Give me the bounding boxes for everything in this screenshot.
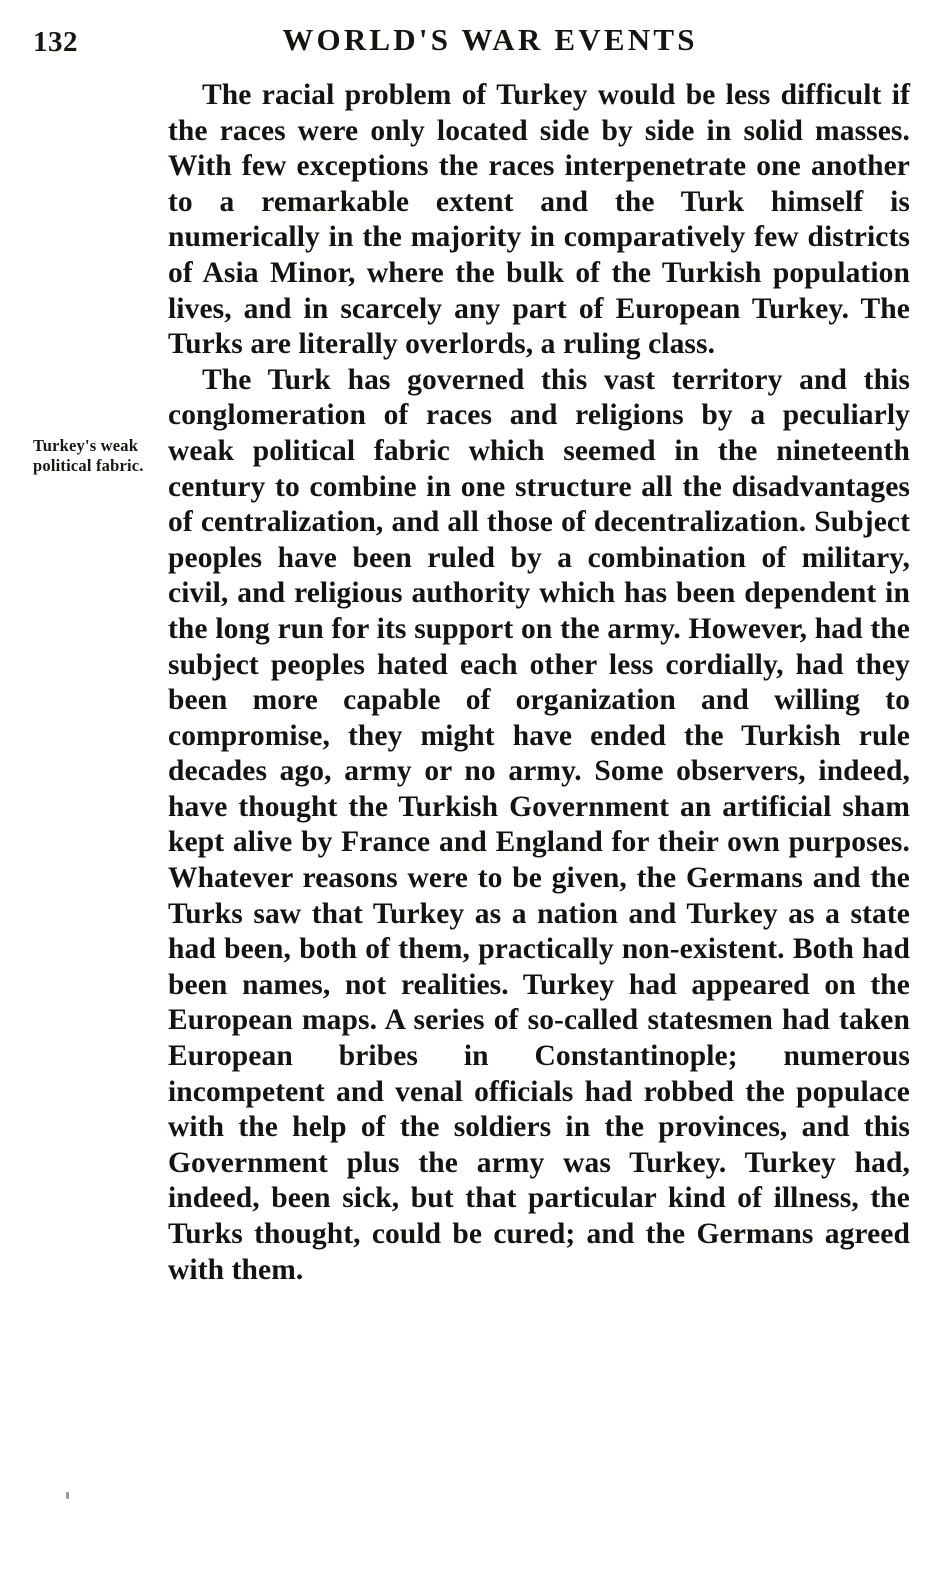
paragraph-racial-problem xyxy=(168,78,910,363)
paragraph-turk-has-governed xyxy=(168,363,910,1288)
body-text-column xyxy=(168,78,910,1288)
page-speck xyxy=(66,1492,69,1499)
paragraph-text: The racial problem of Turkey would be less difficult if the races were only located side by side in solid masses. With few exceptions the races interpenetrate one another to a remarkable extent and the Turk himself is numerically in the majority in comparatively few districts of Asia Minor, where the bulk of the Turkish population lives, and in scarcely any part of European Turkey. The Turks are literally overlords, a ruling class. xyxy=(168,79,910,361)
paragraph-text: The Turk has governed this vast territory and this conglomeration of races and religions by a peculiarly weak political fabric which seemed in the nineteenth century to combine in one structure all the disadvantages of centralization, and all those of decentralization. Subject peoples have been ruled by a combination of military, civil, and religious authority which has been dependent in the long run for its support on the army. However, had the subject peoples hated each other less cordially, had they been more capable of organization and willing to compromise, they might have ended the Turkish rule decades ago, army or no army. Some observers, indeed, have thought the Turkish Government an artificial sham kept alive by France and England for their own purposes. Whatever reasons were to be given, the Germans and the Turks saw that Turkey as a nation and Turkey as a state had been, both of them, practically non-existent. Both had been names, not realities. Turkey had appeared on the European maps. A series of so-called statesmen had taken European bribes in Constantinople; numerous incompetent and venal officials had robbed the populace with the help of the soldiers in the provinces, and this Government plus the army was Turkey. Turkey had, indeed, been sick, but that particular kind of illness, the Turks thought, could be cured; and the Germans agreed with them. xyxy=(168,363,910,1286)
running-title: WORLD'S WAR EVENTS xyxy=(282,22,698,57)
running-head xyxy=(0,18,950,64)
marginal-note-turkeys-weak-political-fabric: Turkey's weak political fabric. xyxy=(33,436,144,475)
page-number: 132 xyxy=(33,26,78,58)
